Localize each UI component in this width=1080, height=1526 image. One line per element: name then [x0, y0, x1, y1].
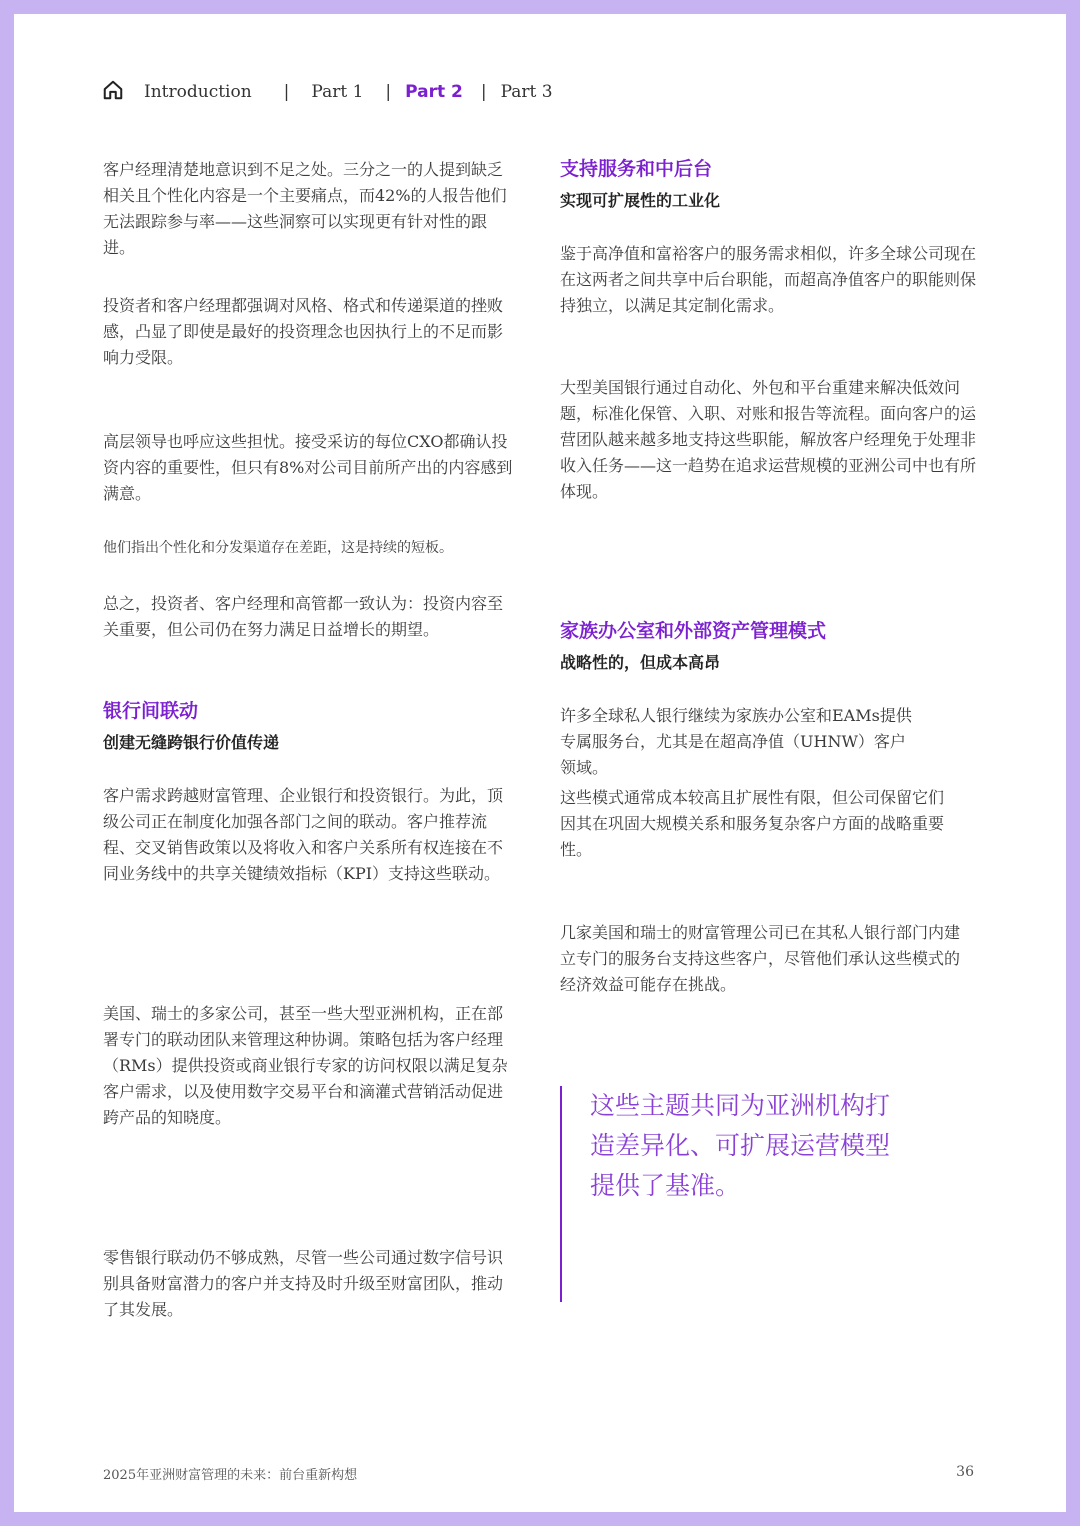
- paragraph: 鉴于高净值和富裕客户的服务需求相似，许多全球公司现在在这两者之间共享中后台职能，而超高净值客户的职能则保持独立，以满足其定制化需求。: [560, 244, 977, 315]
- paragraph: 他们指出个性化和分发渠道存在差距，这是持续的短板。: [103, 540, 453, 556]
- page-number: 36: [956, 1464, 974, 1480]
- paragraph: 美国、瑞士的多家公司，甚至一些大型亚洲机构，正在部署专门的联动团队来管理这种协调。策略包括为客户经理（RMs）提供投资或商业银行专家的访问权限以满足复杂客户需求，以及使用数字交易平台和滴灌式营销活动促进跨产品的知晓度。: [103, 1004, 508, 1127]
- nav-part-2[interactable]: Part 2: [405, 82, 463, 102]
- nav-part-3[interactable]: Part 3: [500, 82, 553, 102]
- home-icon[interactable]: [102, 79, 144, 106]
- paragraph: 总之，投资者、客户经理和高管都一致认为：投资内容至关重要，但公司仍在努力满足日益增长的期望。: [103, 594, 504, 639]
- section-subtitle: 创建无缝跨银行价值传递: [103, 733, 280, 752]
- paragraph: 客户需求跨越财富管理、企业银行和投资银行。为此，顶级公司正在制度化加强各部门之间的联动。客户推荐流程、交叉销售政策以及将收入和客户关系所有权连接在不同业务线中的共享关键绩效指标（KPI）支持这些联动。: [103, 786, 504, 883]
- paragraph: 高层领导也呼应这些担忧。接受采访的每位CXO都确认投资内容的重要性，但只有8%对公司目前所产出的内容感到满意。: [103, 432, 513, 503]
- section-subtitle: 战略性的，但成本高昂: [560, 653, 721, 672]
- section-subtitle: 实现可扩展性的工业化: [560, 191, 721, 210]
- paragraph: 这些模式通常成本较高且扩展性有限，但公司保留它们因其在巩固大规模关系和服务复杂客户方面的战略重要性。: [560, 788, 945, 859]
- page: [14, 14, 1066, 1512]
- nav-part-1[interactable]: Part 1: [311, 82, 364, 102]
- section-title: 支持服务和中后台: [560, 158, 713, 180]
- paragraph: 许多全球私人银行继续为家族办公室和EAMs提供专属服务台，尤其是在超高净值（UHNW）客户领域。: [560, 706, 912, 777]
- paragraph: 客户经理清楚地意识到不足之处。三分之一的人提到缺乏相关且个性化内容是一个主要痛点，而42%的人报告他们无法跟踪参与率——这些洞察可以实现更有针对性的跟进。: [103, 160, 507, 257]
- top-nav: [102, 78, 553, 106]
- nav-divider: |: [385, 82, 392, 102]
- nav-introduction[interactable]: Introduction: [144, 82, 252, 102]
- paragraph: 大型美国银行通过自动化、外包和平台重建来解决低效问题，标准化保管、入职、对账和报告等流程。面向客户的运营团队越来越多地支持这些职能，解放客户经理免于处理非收入任务——这一趋势在追求运营规模的亚洲公司中也有所体现。: [560, 378, 977, 501]
- nav-divider: |: [283, 82, 290, 102]
- pull-quote-text: 这些主题共同为亚洲机构打造差异化、可扩展运营模型提供了基准。: [590, 1091, 891, 1200]
- paragraph: 投资者和客户经理都强调对风格、格式和传递渠道的挫败感，凸显了即使是最好的投资理念也因执行上的不足而影响力受限。: [103, 296, 504, 367]
- paragraph: 几家美国和瑞士的财富管理公司已在其私人银行部门内建立专门的服务台支持这些客户，尽管他们承认这些模式的经济效益可能存在挑战。: [560, 923, 961, 994]
- paragraph: 零售银行联动仍不够成熟，尽管一些公司通过数字信号识别具备财富潜力的客户并支持及时升级至财富团队，推动了其发展。: [103, 1248, 504, 1319]
- section-title: 银行间联动: [103, 700, 199, 722]
- pull-quote: [560, 1086, 902, 1302]
- section-title: 家族办公室和外部资产管理模式: [560, 620, 827, 642]
- nav-divider: |: [480, 82, 487, 102]
- footer-title: 2025年亚洲财富管理的未来：前台重新构想: [103, 1468, 358, 1483]
